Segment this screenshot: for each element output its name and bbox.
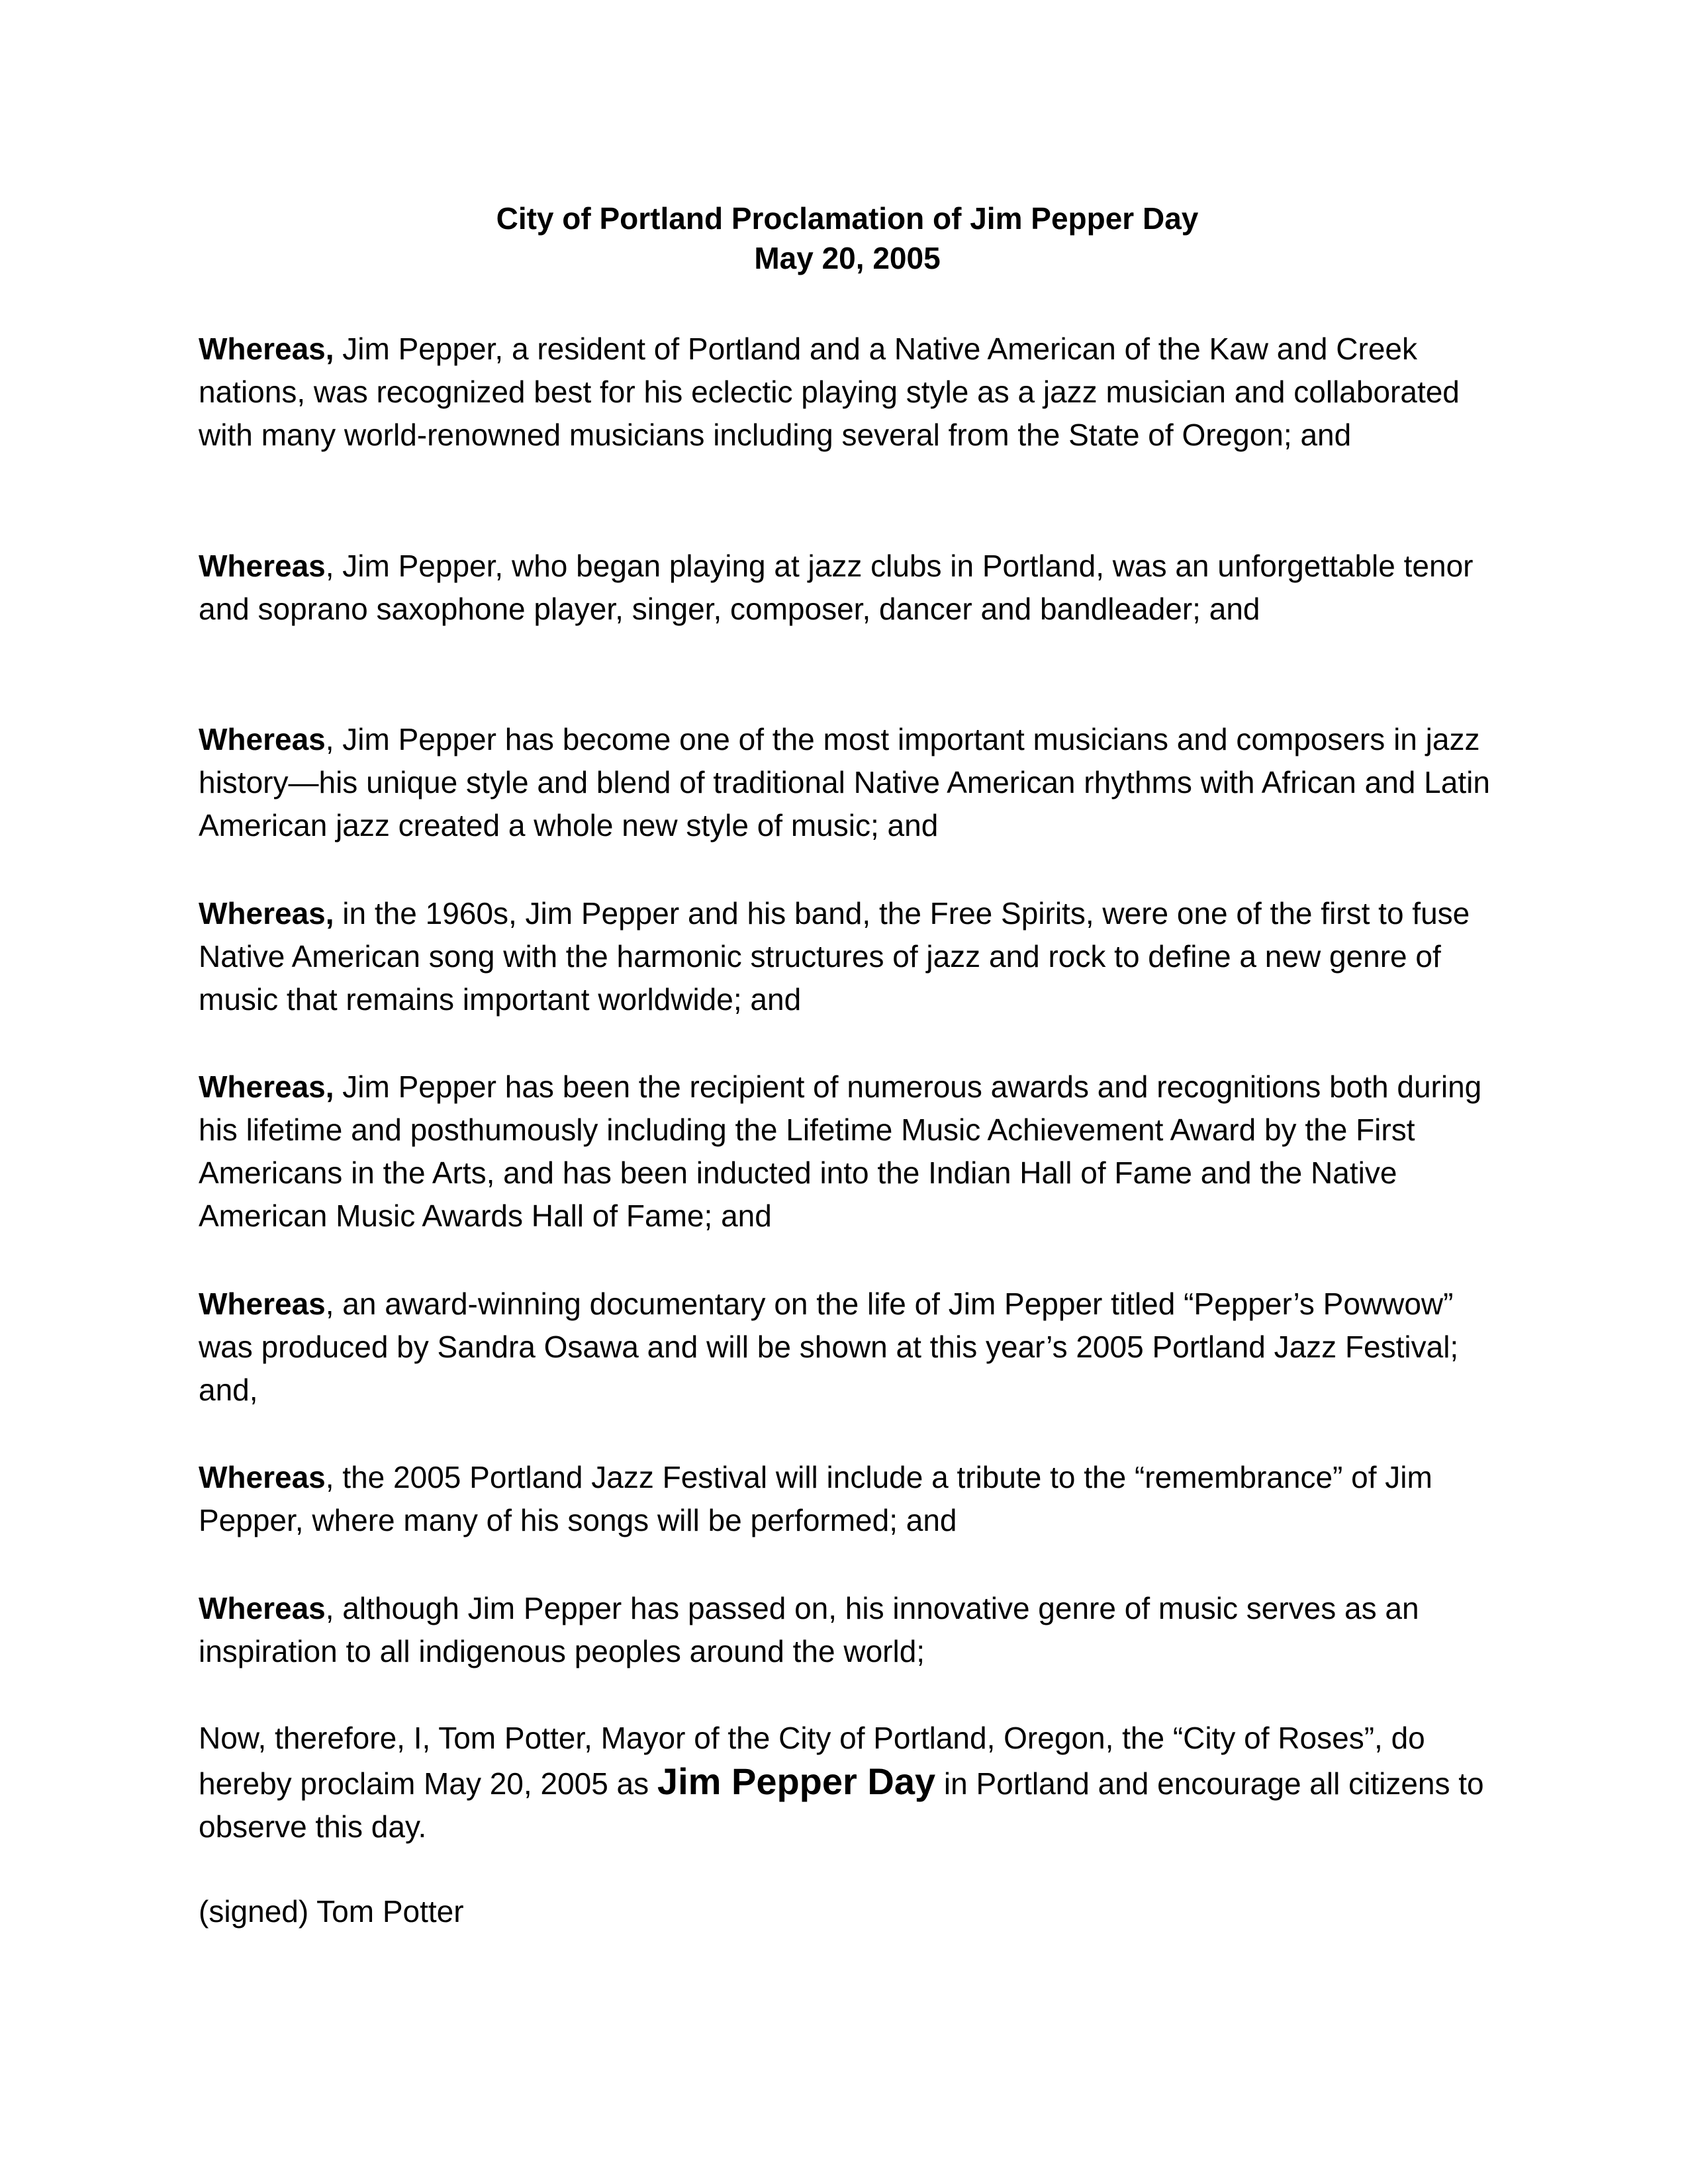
proclamation-page	[199, 199, 1496, 1929]
clause-text: , although Jim Pepper has passed on, his innovative genre of music serves as an inspiration to all indigenous peoples around the world;	[199, 1591, 1419, 1668]
whereas-clause-3	[199, 718, 1496, 847]
clause-lead: Whereas	[199, 1460, 326, 1494]
clause-lead: Whereas	[199, 722, 326, 756]
whereas-clause-1	[199, 328, 1496, 457]
clause-lead: Whereas,	[199, 896, 334, 931]
clause-text: , Jim Pepper has become one of the most important musicians and composers in jazz history—his unique style and blend of traditional Native American rhythms with African and Latin American jazz created a whole new style of music; and	[199, 722, 1490, 842]
whereas-clause-2	[199, 545, 1496, 631]
whereas-clause-4	[199, 892, 1496, 1021]
clause-lead: Whereas,	[199, 332, 334, 366]
clause-text: , Jim Pepper, who began playing at jazz clubs in Portland, was an unforgettable tenor and soprano saxophone player, singer, composer, dancer and bandleader; and	[199, 549, 1474, 626]
proclamation-day-name: Jim Pepper Day	[657, 1760, 936, 1802]
title-text: City of Portland Proclamation of Jim Pepper Day	[496, 201, 1199, 236]
proclamation-title	[199, 199, 1496, 278]
whereas-clause-8	[199, 1587, 1496, 1673]
clause-lead: Whereas	[199, 1591, 326, 1625]
proclamation-statement	[199, 1717, 1496, 1848]
proclamation-text-after: in Portland and encourage all citizens to observe this day.	[199, 1766, 1484, 1844]
clause-text: Jim Pepper has been the recipient of numerous awards and recognitions both during his lifetime and posthumously including the Lifetime Music Achievement Award by the First Americans in the Arts, and has been inducted into the Indian Hall of Fame and the Native American Music Awards Hall of Fame; and	[199, 1069, 1482, 1233]
signature-line: (signed) Tom Potter	[199, 1894, 464, 1929]
title-date: May 20, 2005	[754, 241, 941, 275]
clause-text: , an award-winning documentary on the life of Jim Pepper titled “Pepper’s Powwow” was produced by Sandra Osawa and will be shown at this year’s 2005 Portland Jazz Festival; and,	[199, 1287, 1459, 1407]
clause-lead: Whereas,	[199, 1069, 334, 1104]
whereas-clause-6	[199, 1283, 1496, 1412]
clause-text: Jim Pepper, a resident of Portland and a Native American of the Kaw and Creek nations, was recognized best for his eclectic playing style as a jazz musician and collaborated with many world-renowned musicians including several from the State of Oregon; and	[199, 332, 1460, 452]
clause-lead: Whereas	[199, 549, 326, 583]
whereas-clause-7	[199, 1456, 1496, 1542]
clause-text: in the 1960s, Jim Pepper and his band, the Free Spirits, were one of the first to fuse Native American song with the harmonic structures of jazz and rock to define a new genre of music that remains important worldwide; and	[199, 896, 1470, 1017]
clause-text: , the 2005 Portland Jazz Festival will include a tribute to the “remembrance” of Jim Pepper, where many of his songs will be performed; and	[199, 1460, 1432, 1537]
proclamation-text-before: Now, therefore, I, Tom Potter, Mayor of the City of Portland, Oregon, the “City of Roses”, do hereby proclaim May 20, 2005 as	[199, 1721, 1425, 1801]
whereas-clause-5	[199, 1066, 1496, 1238]
clause-lead: Whereas	[199, 1287, 326, 1321]
